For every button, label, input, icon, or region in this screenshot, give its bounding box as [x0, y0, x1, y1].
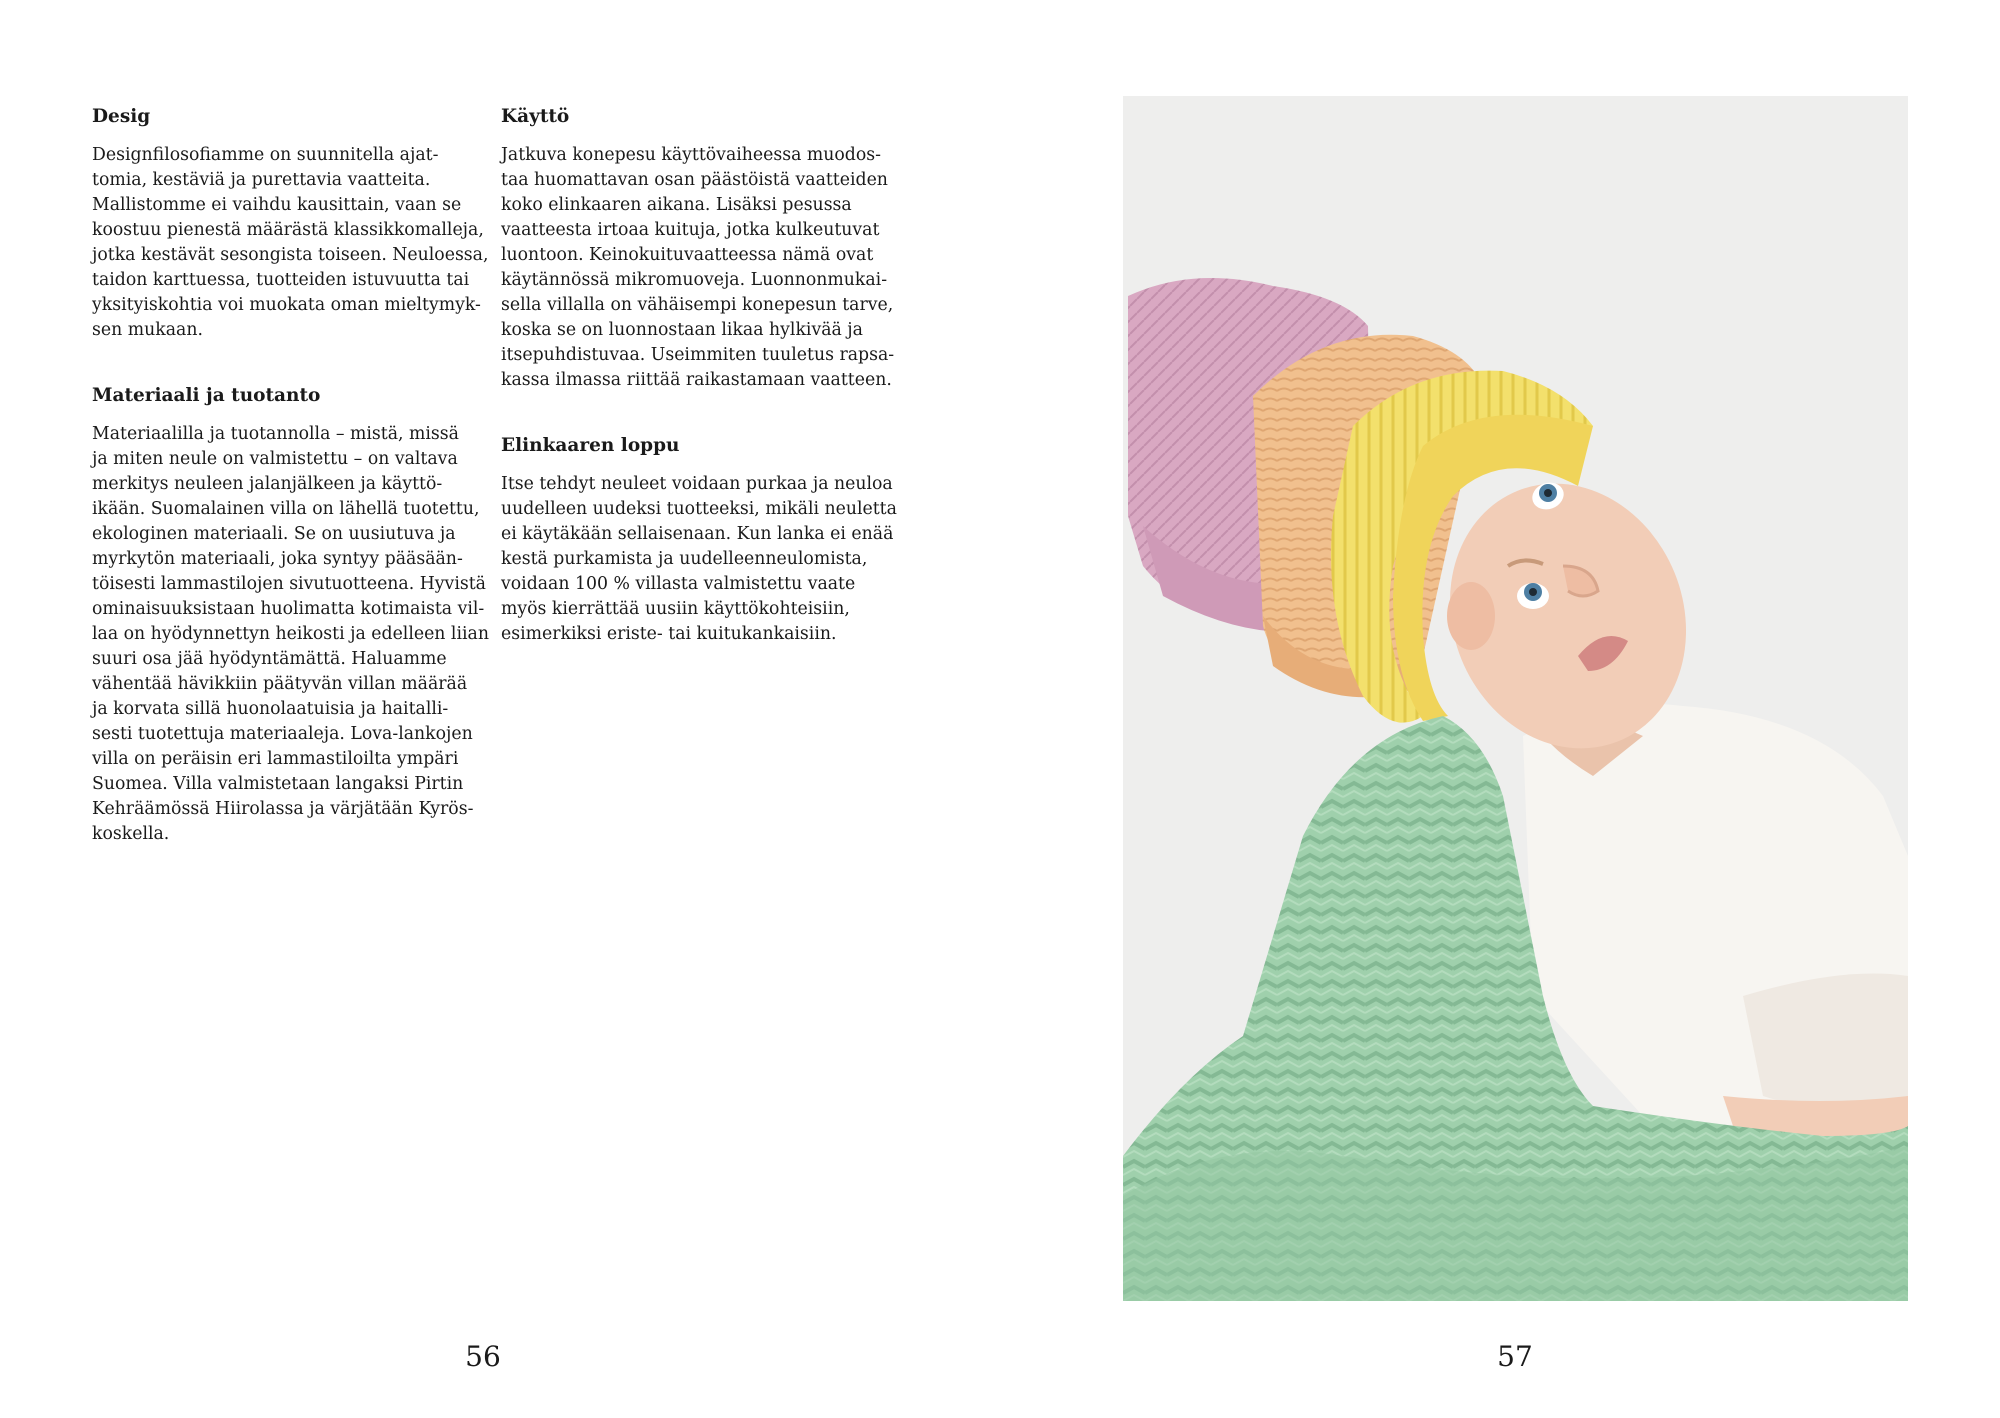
text-line: sesti tuotettuja materiaaleja. Lova-lankojen: [92, 724, 473, 744]
text-line: käytännössä mikromuoveja. Luonnonmukai-: [501, 270, 888, 290]
text-line: ja miten neule on valmistettu – on valtava: [92, 449, 458, 469]
text-line: taidon karttuessa, tuotteiden istuvuutta tai: [92, 270, 470, 290]
section-heading: Käyttö: [501, 106, 570, 127]
text-line: merkitys neuleen jalanjälkeen ja käyttö-: [92, 474, 443, 494]
text-line: itsepuhdistuvaa. Useimmiten tuuletus rapsa-: [501, 345, 895, 365]
child-photo-illustration: [1123, 96, 1908, 1301]
text-line: kestä purkamista ja uudelleenneulomista,: [501, 549, 868, 569]
text-line: ja korvata sillä huonolaatuisia ja haitalli-: [92, 699, 449, 719]
text-line: taa huomattavan osan päästöistä vaatteiden: [501, 170, 888, 190]
text-line: suuri osa jää hyödyntämättä. Haluamme: [92, 649, 447, 669]
text-line: Designfilosofiamme on suunnitella ajat-: [92, 145, 439, 165]
right-page: [1000, 0, 2000, 1418]
text-line: Kehräämössä Hiirolassa ja värjätään Kyrös-: [92, 799, 474, 819]
text-line: ikään. Suomalainen villa on lähellä tuotettu,: [92, 499, 480, 519]
text-line: koostuu pienestä määrästä klassikkomalleja,: [92, 220, 484, 240]
text-line: Mallistomme ei vaihdu kausittain, vaan se: [92, 195, 462, 215]
text-line: ekologinen materiaali. Se on uusiutuva ja: [92, 524, 456, 544]
text-line: uudelleen uudeksi tuotteeksi, mikäli neuletta: [501, 499, 897, 519]
section-heading: Materiaali ja tuotanto: [92, 385, 321, 406]
text-line: ominaisuuksistaan huolimatta kotimaista vil-: [92, 599, 485, 619]
section-heading: Elinkaaren loppu: [501, 435, 680, 456]
text-line: koskella.: [92, 824, 170, 844]
section-design: [92, 104, 492, 343]
text-column-1: [92, 104, 492, 887]
text-line: koska se on luonnostaan likaa hylkivää ja: [501, 320, 863, 340]
text-line: töisesti lammastilojen sivutuotteena. Hyvistä: [92, 574, 486, 594]
text-line: voidaan 100 % villasta valmistettu vaate: [501, 574, 856, 594]
text-line: vähentää hävikkiin päätyvän villan määrää: [92, 674, 468, 694]
text-line: ei käytäkään sellaisenaan. Kun lanka ei enää: [501, 524, 894, 544]
text-line: koko elinkaaren aikana. Lisäksi pesussa: [501, 195, 852, 215]
section-body: [92, 143, 492, 343]
section-materiaali: [92, 383, 492, 847]
section-elinkaaren-loppu: [501, 433, 901, 647]
child-photo: [1123, 96, 1908, 1301]
text-line: Jatkuva konepesu käyttövaiheessa muodos-: [501, 145, 881, 165]
text-line: sen mukaan.: [92, 320, 203, 340]
text-line: laa on hyödynnettyn heikosti ja edelleen liian: [92, 624, 489, 644]
text-line: sella villalla on vähäisempi konepesun tarve,: [501, 295, 894, 315]
text-line: tomia, kestäviä ja purettavia vaatteita.: [92, 170, 431, 190]
text-line: vaatteesta irtoaa kuituja, jotka kulkeutuvat: [501, 220, 880, 240]
text-line: kassa ilmassa riittää raikastamaan vaatteen.: [501, 370, 892, 390]
text-line: Itse tehdyt neuleet voidaan purkaa ja neuloa: [501, 474, 893, 494]
section-kaytto: [501, 104, 901, 393]
text-line: Materiaalilla ja tuotannolla – mistä, missä: [92, 424, 459, 444]
section-body: [501, 472, 901, 647]
text-line: myös kierrättää uusiin käyttökohteisiin,: [501, 599, 850, 619]
text-line: esimerkiksi eriste- tai kuitukankaisiin.: [501, 624, 837, 644]
text-line: yksityiskohtia voi muokata oman mieltymyk-: [92, 295, 481, 315]
section-heading: Desig: [92, 106, 151, 127]
page-number-right: 57: [1497, 1340, 1533, 1373]
text-line: Suomea. Villa valmistetaan langaksi Pirtin: [92, 774, 464, 794]
page-number-left: 56: [465, 1340, 501, 1373]
text-line: myrkytön materiaali, joka syntyy pääsään-: [92, 549, 463, 569]
text-line: jotka kestävät sesongista toiseen. Neuloessa,: [92, 245, 489, 265]
text-line: villa on peräisin eri lammastiloilta ympäri: [92, 749, 459, 769]
section-body: [501, 143, 901, 393]
text-line: luontoon. Keinokuituvaatteessa nämä ovat: [501, 245, 874, 265]
section-body: [92, 422, 492, 847]
text-column-2: [501, 104, 901, 687]
